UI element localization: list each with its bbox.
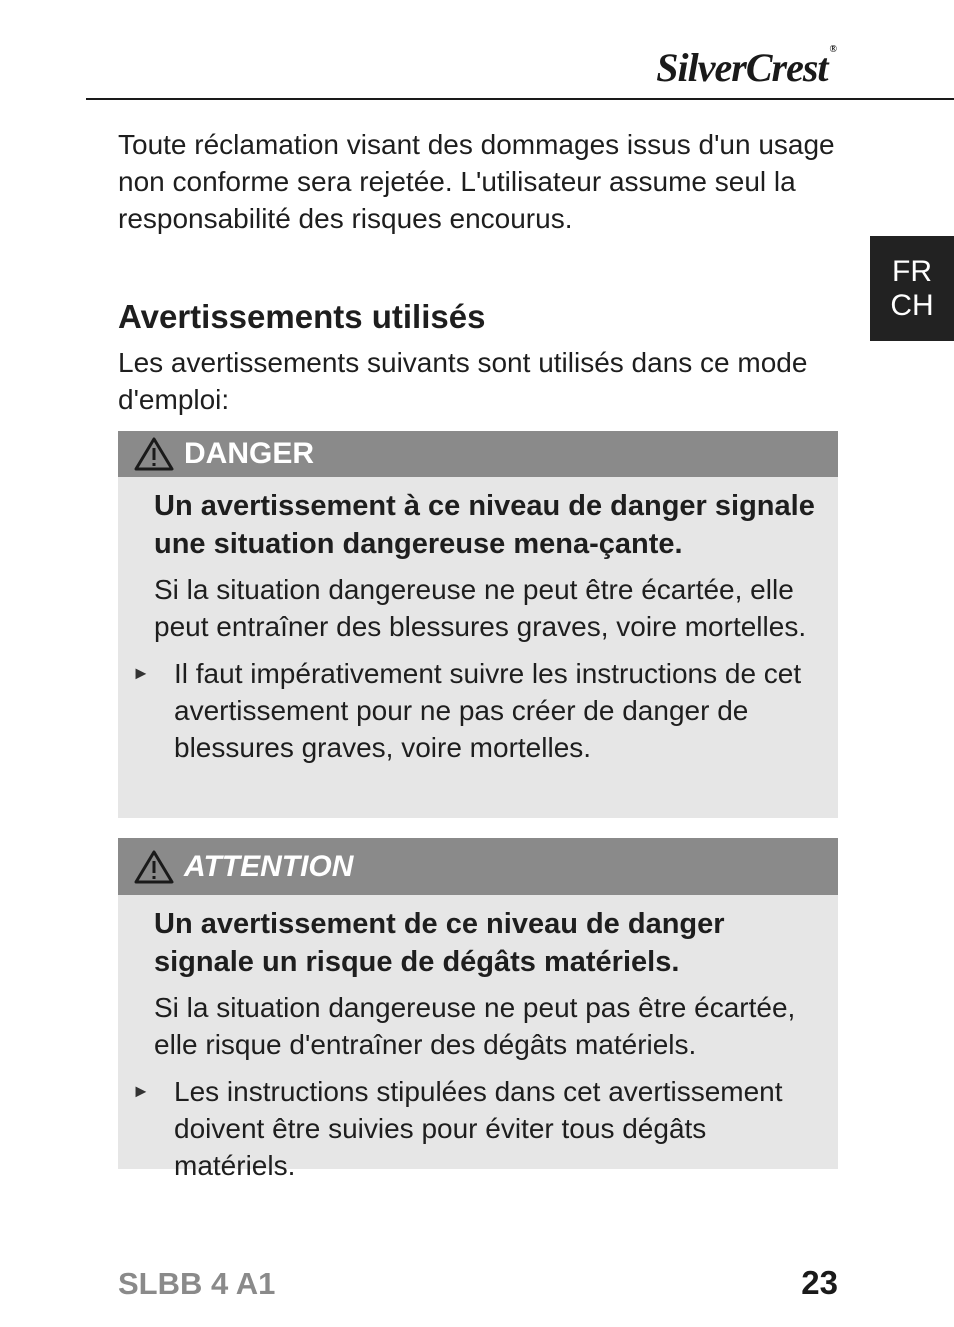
warning-triangle-icon <box>134 437 174 471</box>
brand-logo <box>656 44 836 91</box>
danger-strong-text: Un avertissement à ce niveau de danger signale une situation dangereuse mena-çante. <box>154 490 815 560</box>
danger-header <box>118 431 838 477</box>
attention-bullet <box>132 1073 818 1184</box>
arrow-right-icon: ► <box>132 1081 150 1101</box>
danger-box <box>118 431 838 818</box>
section-title: Avertissements utilisés <box>118 298 486 335</box>
attention-box <box>118 838 838 1181</box>
attention-body <box>118 895 838 1192</box>
page-number: 23 <box>801 1264 838 1301</box>
brand-logo-text: SilverCrest <box>656 45 828 90</box>
language-tab-ch: CH <box>890 288 934 322</box>
section-lead: Les avertissements suivants sont utilisés dans ce mode d'emploi: <box>118 347 808 415</box>
language-tab-fr: FR <box>892 254 932 288</box>
attention-text: Si la situation dangereuse ne peut pas être écartée, elle risque d'entraîner des dégâts matériels. <box>154 992 796 1060</box>
header-rule <box>86 98 954 100</box>
attention-label: ATTENTION <box>184 849 354 883</box>
language-tab <box>870 236 954 341</box>
attention-strong-text: Un avertissement de ce niveau de danger signale un risque de dégâts matériels. <box>154 908 725 978</box>
arrow-right-icon: ► <box>132 663 150 683</box>
danger-bullet <box>132 655 818 766</box>
danger-bullet-text: Il faut impérativement suivre les instructions de cet avertissement pour ne pas créer de danger de blessures graves, voire mortelles. <box>174 658 802 763</box>
danger-label: DANGER <box>184 437 315 470</box>
footer-model: SLBB 4 A1 <box>118 1266 276 1301</box>
attention-header <box>118 838 838 895</box>
registered-mark: ® <box>829 44 836 55</box>
danger-body <box>118 477 838 774</box>
intro-paragraph: Toute réclamation visant des dommages issus d'un usage non conforme sera rejetée. L'utilisateur assume seul la responsabilité des risques encourus. <box>118 129 835 234</box>
danger-text: Si la situation dangereuse ne peut être écartée, elle peut entraîner des blessures graves, voire mortelles. <box>154 574 807 642</box>
attention-bullet-text: Les instructions stipulées dans cet avertissement doivent être suivies pour éviter tous dégâts matériels. <box>174 1076 783 1181</box>
warning-triangle-icon <box>134 850 174 884</box>
